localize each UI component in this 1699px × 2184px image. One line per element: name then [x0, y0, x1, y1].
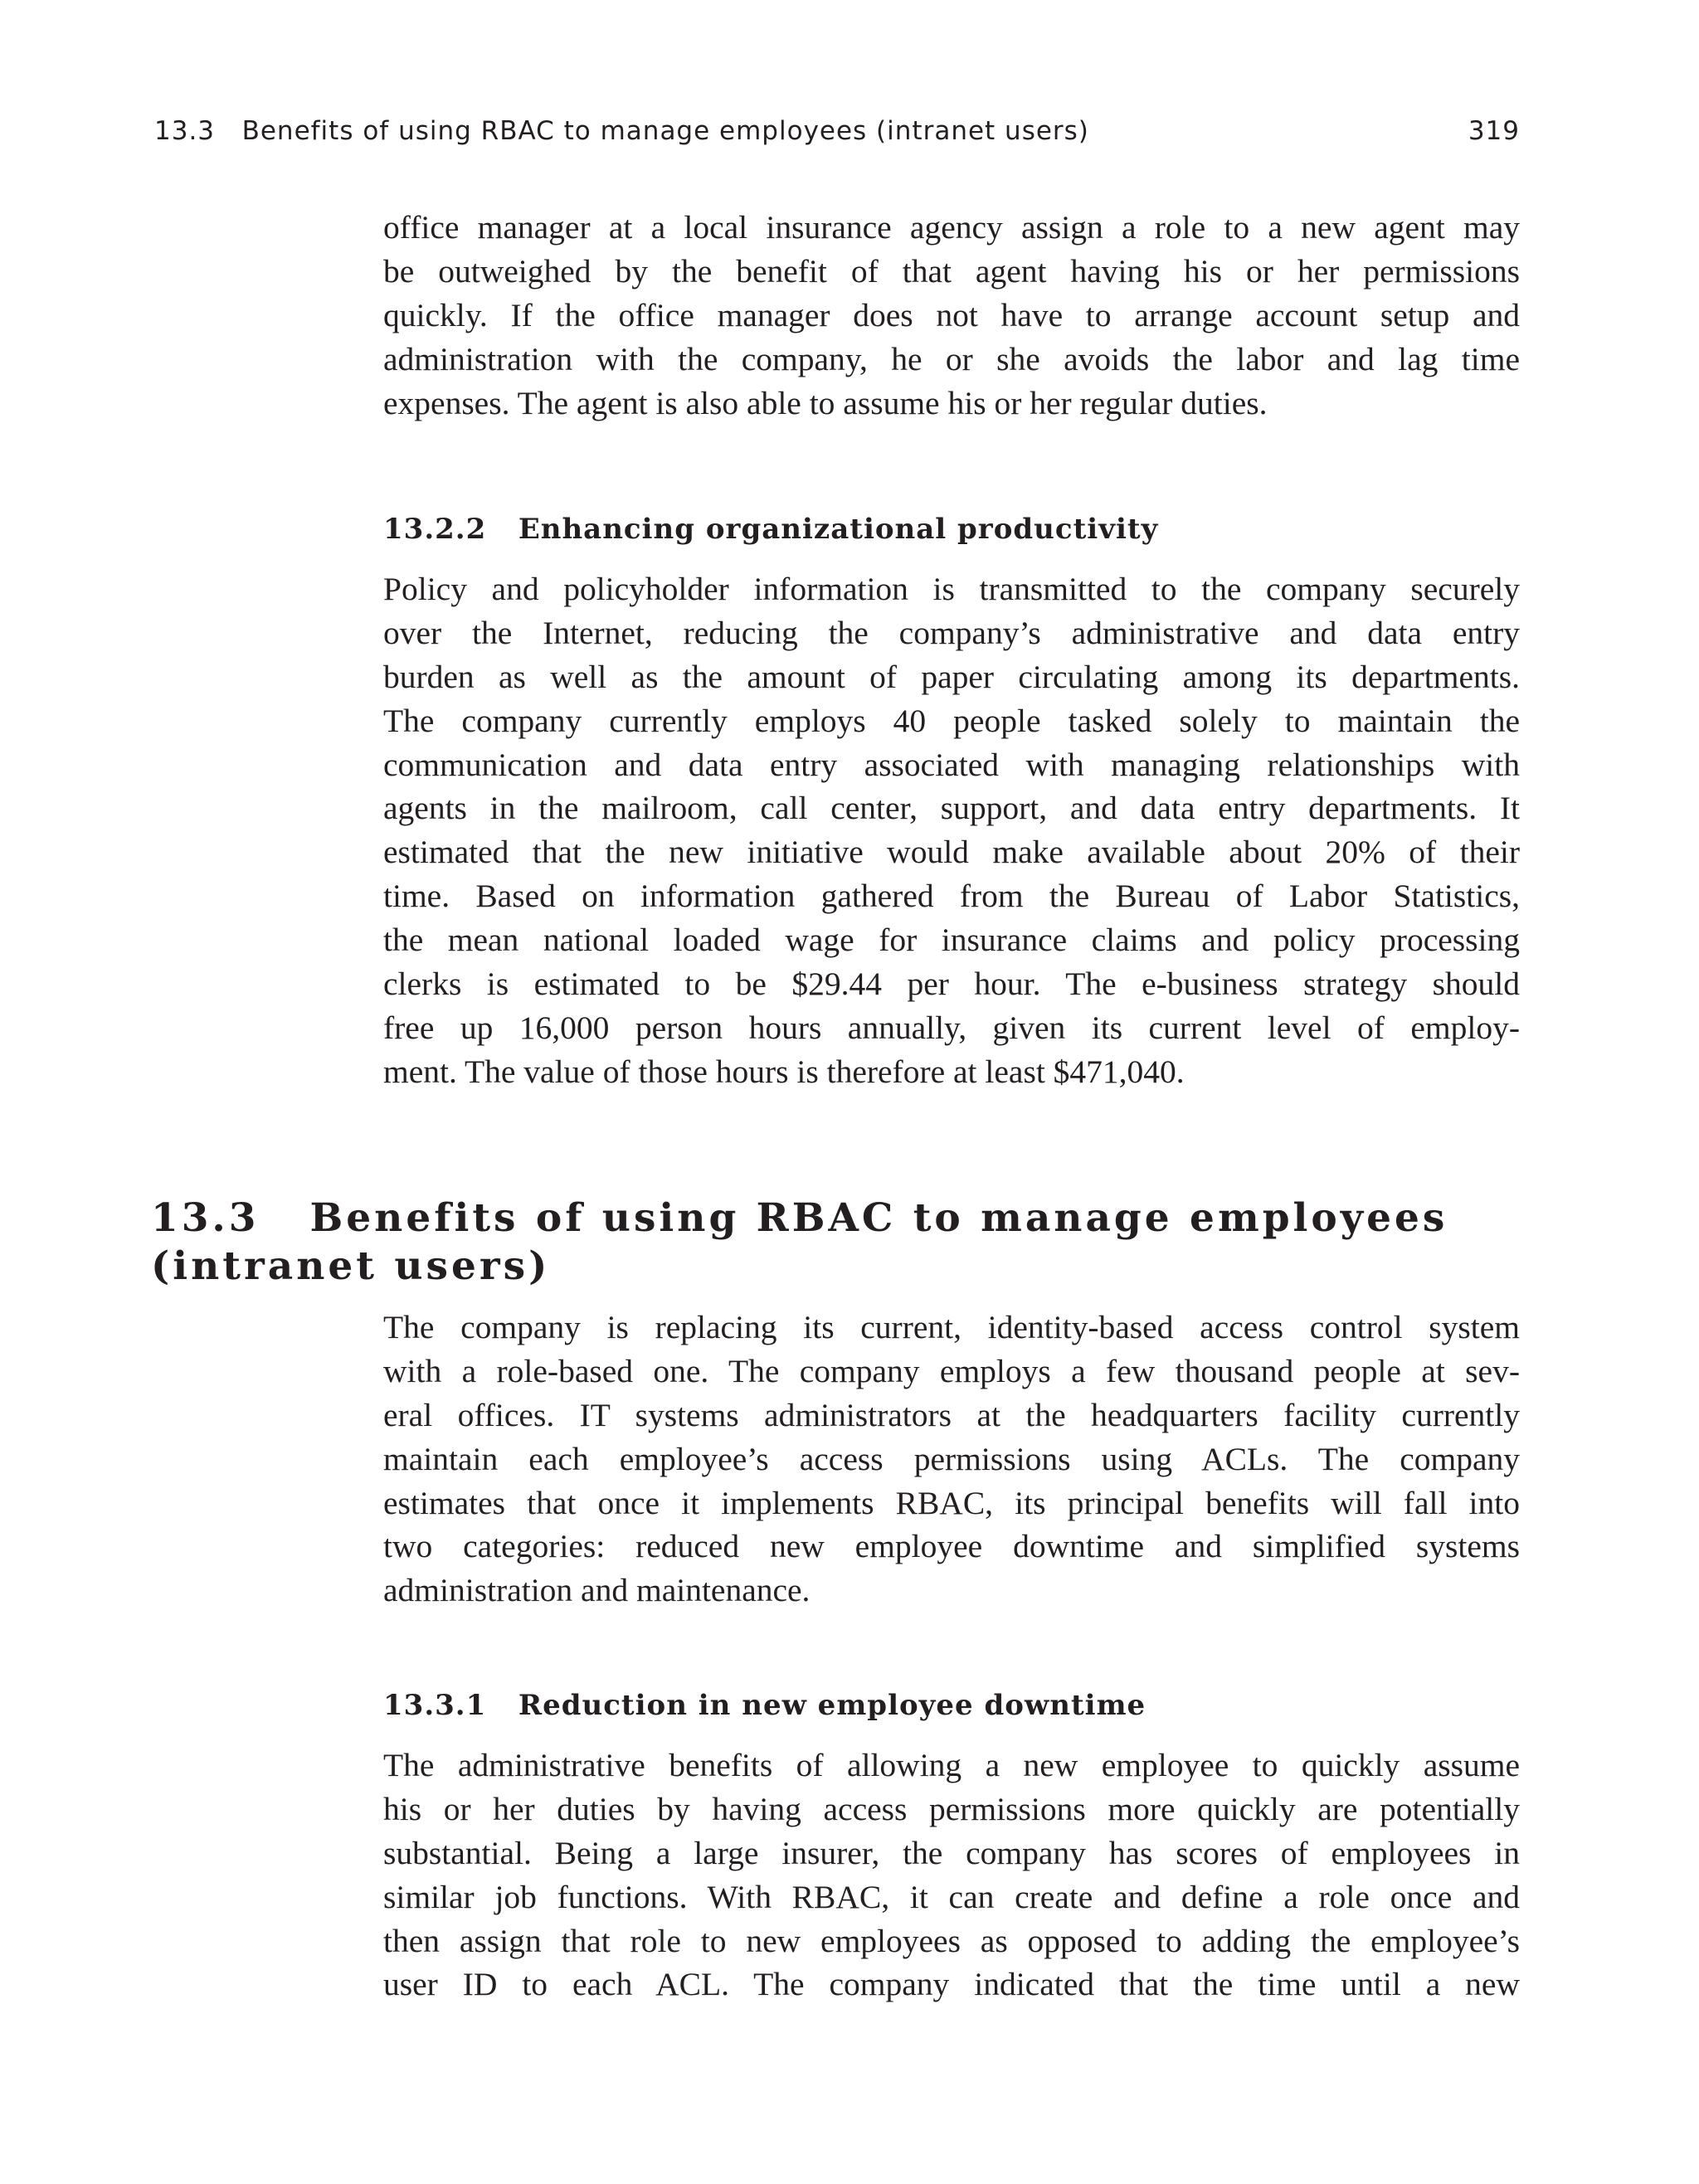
subsection-heading-13-3-1: 13.3.1 Reduction in new employee downtime [383, 1689, 1146, 1722]
text-line: then assign that role to new employees as opposed to adding the employee’s [383, 1922, 1520, 1959]
text-line: The administrative benefits of allowing a new employee to quickly assume [383, 1747, 1520, 1783]
text-line: estimated that the new initiative would make available about 20% of their [383, 834, 1520, 871]
paragraph-continuation [383, 206, 1520, 425]
subsection-heading-13-2-2: 13.2.2 Enhancing organizational productivity [383, 513, 1159, 546]
text-line: The company currently employs 40 people tasked solely to maintain the [383, 702, 1520, 739]
text-line: time. Based on information gathered from the Bureau of Labor Statistics, [383, 878, 1520, 915]
text-line: maintain each employee’s access permissions using ACLs. The company [383, 1440, 1520, 1477]
text-line: over the Internet, reducing the company’s administrative and data entry [383, 614, 1520, 651]
text-line: office manager at a local insurance agency assign a role to a new agent may [383, 209, 1520, 246]
section-heading-line: (intranet users) [151, 1243, 551, 1289]
text-line: The company is replacing its current, identity-based access control system [383, 1309, 1520, 1345]
paragraph-employee-downtime [383, 1744, 1520, 2006]
text-line: be outweighed by the benefit of that agent having his or her permissions [383, 252, 1520, 289]
text-line: two categories: reduced new employee downtime and simplified systems [383, 1528, 1520, 1565]
text-line: quickly. If the office manager does not have to arrange account setup and [383, 296, 1520, 333]
text-line: substantial. Being a large insurer, the company has scores of employees in [383, 1834, 1520, 1871]
text-line: communication and data entry associated with managing relationships with [383, 746, 1520, 783]
running-head-title: 13.3 Benefits of using RBAC to manage employees (intranet users) [154, 116, 1089, 146]
text-line: administration with the company, he or she avoids the labor and lag time [383, 340, 1520, 377]
paragraph-rbac-intro [383, 1306, 1520, 1612]
text-line: eral offices. IT systems administrators at the headquarters facility currently [383, 1396, 1520, 1433]
text-line: administration and maintenance. [383, 1572, 811, 1609]
section-heading-13-3 [151, 1194, 1520, 1291]
text-line: expenses. The agent is also able to assume his or her regular duties. [383, 384, 1268, 421]
text-line: estimates that once it implements RBAC, its principal benefits will fall into [383, 1484, 1520, 1521]
text-line: user ID to each ACL. The company indicated that the time until a new [383, 1966, 1520, 2003]
text-line: Policy and policyholder information is transmitted to the company securely [383, 571, 1520, 607]
text-line: free up 16,000 person hours annually, given its current level of employ- [383, 1009, 1520, 1046]
text-line: similar job functions. With RBAC, it can create and define a role once and [383, 1878, 1520, 1915]
paragraph-productivity [383, 567, 1520, 1094]
text-line: the mean national loaded wage for insurance claims and policy processing [383, 922, 1520, 959]
section-heading-line: 13.3 Benefits of using RBAC to manage employees [151, 1195, 1448, 1241]
text-line: his or her duties by having access permissions more quickly are potentially [383, 1790, 1520, 1827]
text-line: with a role-based one. The company employs a few thousand people at sev- [383, 1352, 1520, 1389]
text-line: burden as well as the amount of paper circulating among its departments. [383, 658, 1520, 695]
text-line: ment. The value of those hours is therefore at least $471,040. [383, 1053, 1185, 1090]
text-line: clerks is estimated to be $29.44 per hour. The e-business strategy should [383, 966, 1520, 1003]
running-head [154, 116, 1520, 158]
text-line: agents in the mailroom, call center, support, and data entry departments. It [383, 790, 1520, 827]
page-number: 319 [1468, 116, 1520, 146]
